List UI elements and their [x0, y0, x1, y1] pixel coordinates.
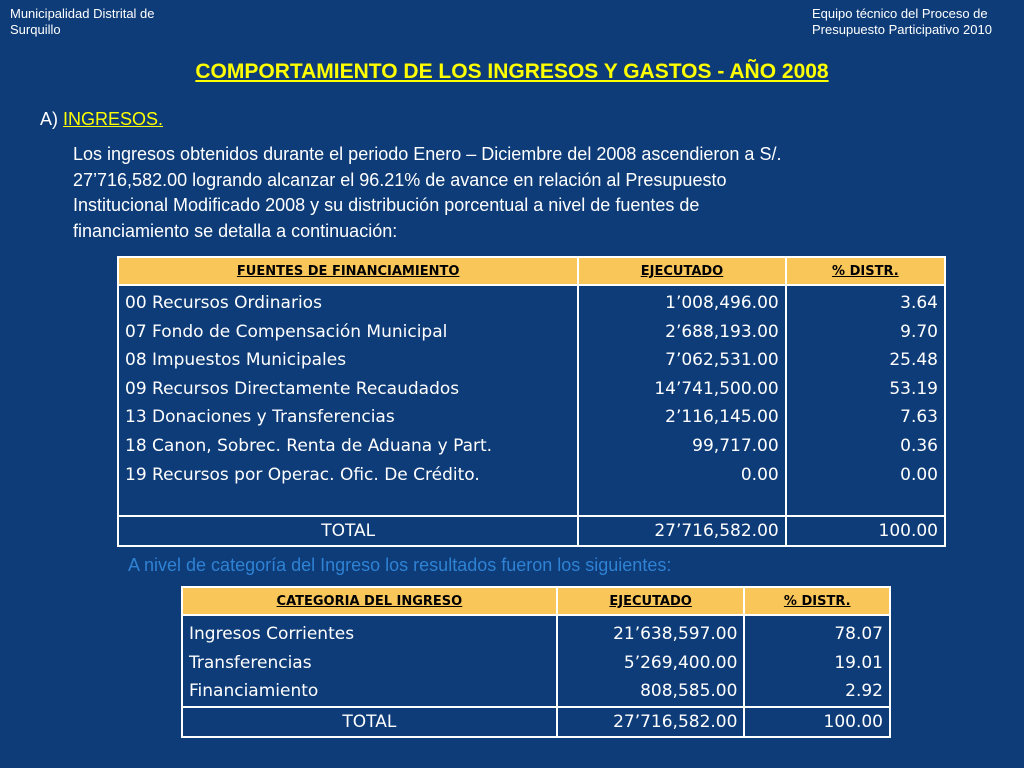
funding-sources-table [117, 256, 946, 547]
ejecutado-column [578, 285, 785, 516]
header-right [812, 6, 1017, 38]
category-note: A nivel de categoría del Ingreso los resultados fueron los siguientes: [128, 555, 672, 575]
table-cell-pct: 78.07 [834, 624, 883, 644]
total-label: TOTAL [182, 707, 557, 737]
total-label: TOTAL [118, 516, 578, 546]
pct-column [786, 285, 945, 516]
paragraph-line: 27’716,582.00 logrando alcanzar el 96.21% de avance en relación al Presupuesto [73, 169, 727, 190]
table-total-row [182, 707, 890, 737]
income-category-table [181, 586, 891, 738]
table-cell-ejecutado: 14’741,500.00 [654, 378, 779, 399]
header-right-line1: Equipo técnico del Proceso de [812, 6, 988, 21]
table-cell-ejecutado: 21’638,597.00 [613, 624, 738, 644]
header-left-line2: Surquillo [10, 22, 61, 37]
fuentes-column [118, 285, 578, 516]
table-cell-ejecutado: 808,585.00 [640, 681, 738, 702]
col-header-pct: % DISTR. [786, 257, 945, 285]
table-cell-pct: 9.70 [900, 321, 938, 342]
table-cell-pct: 25.48 [889, 350, 938, 371]
table-cell-ejecutado: 2’116,145.00 [665, 407, 779, 428]
pct-column [744, 615, 890, 707]
total-pct: 100.00 [786, 516, 945, 546]
total-ejecutado: 27’716,582.00 [578, 516, 785, 546]
table-total-row [118, 516, 945, 546]
table-header-row [118, 257, 945, 285]
categoria-column [182, 615, 557, 707]
section-heading [40, 109, 163, 130]
section-title: INGRESOS. [63, 109, 164, 129]
table-cell-fuente: 13 Donaciones y Transferencias [125, 407, 395, 428]
table-cell-fuente: 09 Recursos Directamente Recaudados [125, 378, 460, 399]
intro-paragraph [73, 142, 953, 244]
table-cell-ejecutado: 0.00 [740, 464, 779, 485]
table-cell-categoria: Transferencias [189, 652, 312, 673]
col-header-pct: % DISTR. [744, 587, 890, 615]
table-cell-fuente: 18 Canon, Sobrec. Renta de Aduana y Part. [125, 435, 493, 456]
table-cell-pct: 7.63 [900, 407, 938, 428]
col-header-ejecutado: EJECUTADO [557, 587, 745, 615]
header-left [10, 6, 210, 38]
table-cell-fuente: 00 Recursos Ordinarios [125, 293, 322, 313]
table-cell-pct: 0.36 [900, 435, 938, 456]
table-cell-pct: 3.64 [900, 293, 938, 313]
table-cell-ejecutado: 7’062,531.00 [665, 350, 779, 371]
table-cell-pct: 53.19 [889, 378, 938, 399]
header-left-line1: Municipalidad Distrital de [10, 6, 155, 21]
table-cell-ejecutado: 99,717.00 [692, 435, 779, 456]
paragraph-line: Institucional Modificado 2008 y su distribución porcentual a nivel de fuentes de [73, 195, 700, 215]
table-body [118, 285, 945, 516]
table-cell-categoria: Ingresos Corrientes [189, 624, 355, 644]
table-cell-ejecutado: 5’269,400.00 [623, 652, 738, 673]
table-cell-categoria: Financiamiento [189, 681, 319, 702]
paragraph-line: Los ingresos obtenidos durante el periodo Enero – Diciembre del 2008 ascendieron a S/. [73, 144, 782, 164]
paragraph-line: financiamiento se detalla a continuación: [73, 220, 398, 241]
table-cell-fuente: 08 Impuestos Municipales [125, 350, 347, 371]
table-cell-pct: 2.92 [845, 681, 883, 702]
table-header-row [182, 587, 890, 615]
col-header-ejecutado: EJECUTADO [578, 257, 785, 285]
table-cell-ejecutado: 1’008,496.00 [665, 293, 779, 313]
ejecutado-column [557, 615, 745, 707]
table-cell-pct: 19.01 [834, 652, 883, 673]
page-title: COMPORTAMIENTO DE LOS INGRESOS Y GASTOS - AÑO 2008 [195, 60, 829, 83]
total-ejecutado: 27’716,582.00 [557, 707, 745, 737]
table-body [182, 615, 890, 707]
section-prefix: A) [40, 109, 58, 129]
col-header-categoria: CATEGORIA DEL INGRESO [182, 587, 557, 615]
table-cell-fuente: 07 Fondo de Compensación Municipal [125, 321, 448, 342]
table-cell-ejecutado: 2’688,193.00 [665, 321, 779, 342]
col-header-fuentes: FUENTES DE FINANCIAMIENTO [118, 257, 578, 285]
total-pct: 100.00 [744, 707, 890, 737]
table-cell-fuente: 19 Recursos por Operac. Ofic. De Crédito. [125, 464, 480, 485]
header-right-line2: Presupuesto Participativo 2010 [812, 22, 992, 37]
table-cell-pct: 0.00 [900, 464, 938, 485]
